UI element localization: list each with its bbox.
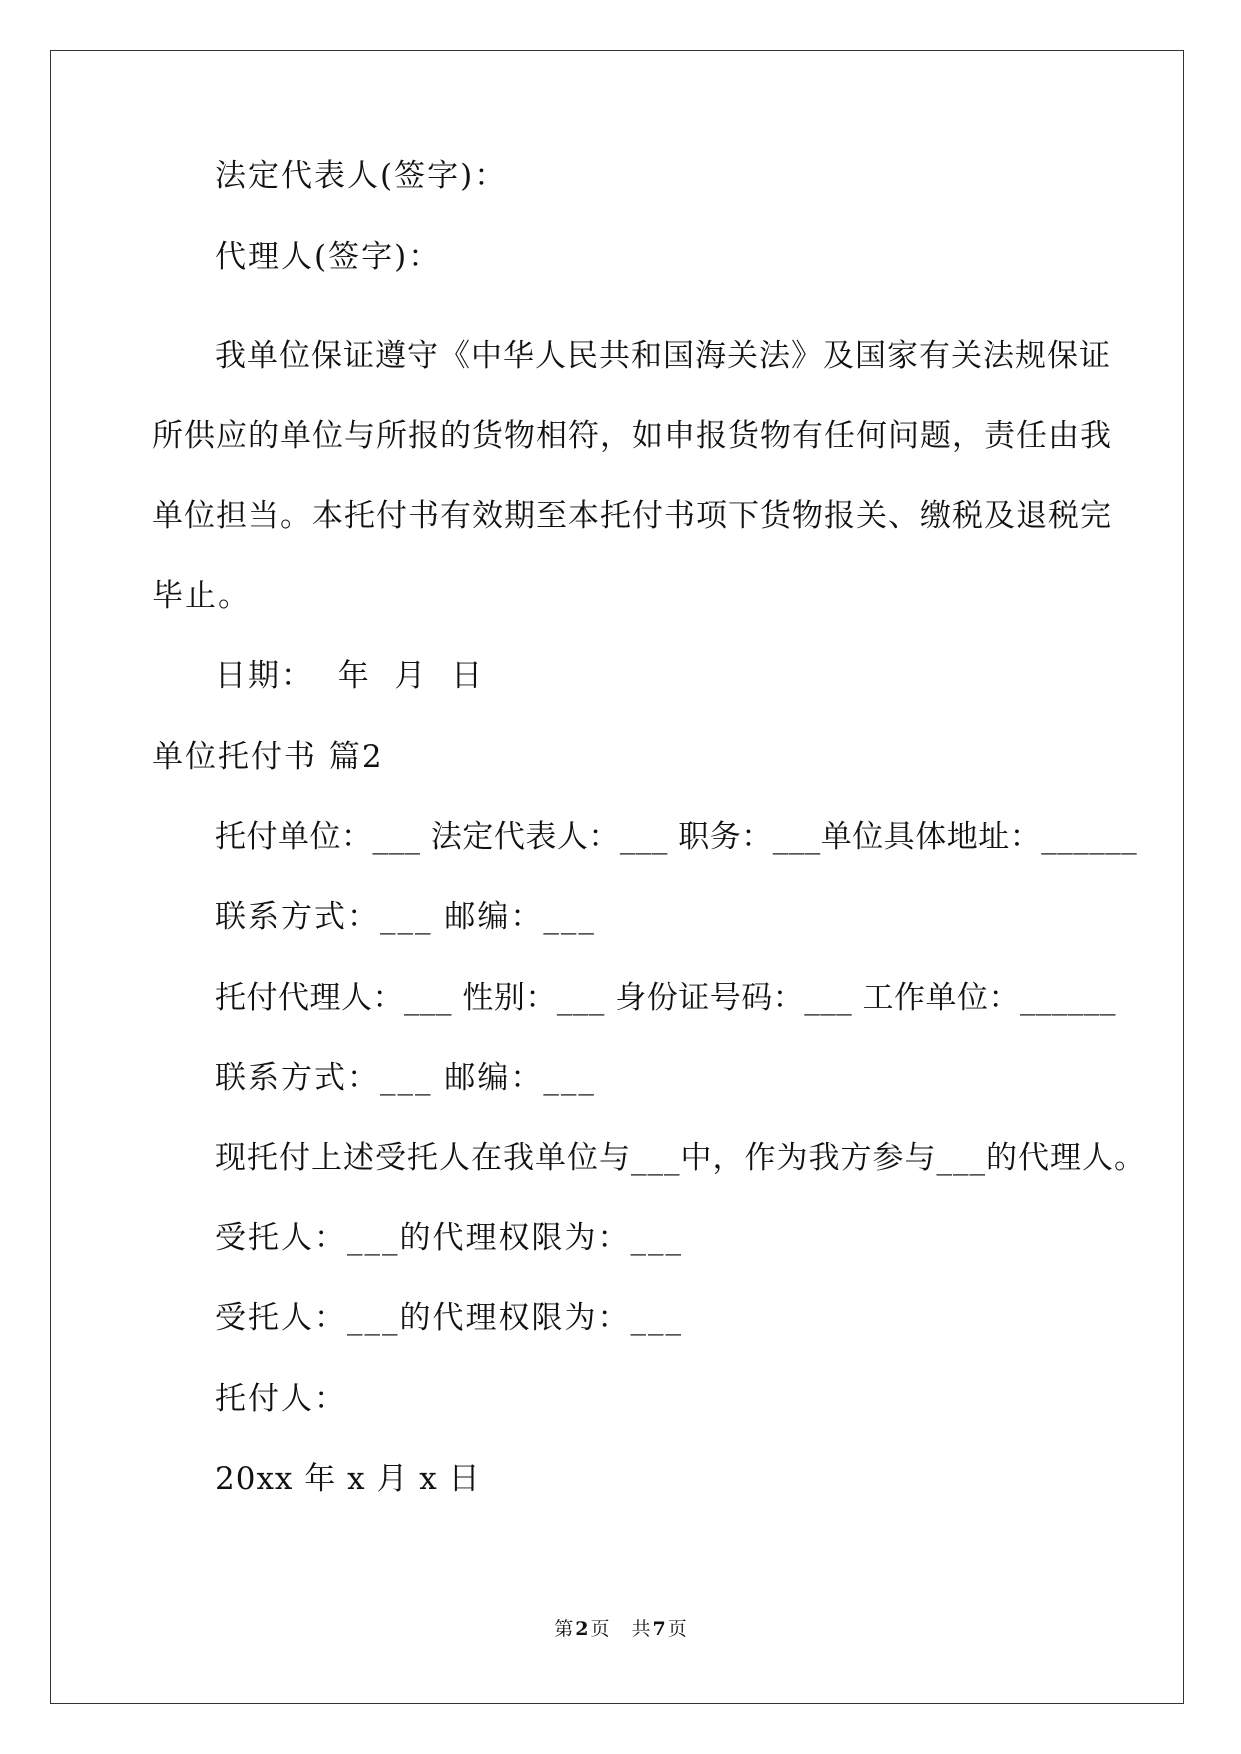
footer-page-suffix: 页 [590, 1618, 610, 1640]
page-border [50, 50, 1184, 1704]
footer-total-prefix: 共 [631, 1618, 651, 1640]
authority-line-2: 受托人：___的代理权限为：___ [215, 1300, 683, 1336]
footer-total-number: 7 [652, 1618, 666, 1640]
page-footer [0, 1617, 1241, 1641]
principal-info-line: 托付单位：___ 法定代表人：___ 职务：___单位具体地址：______ [215, 819, 1138, 855]
guarantee-paragraph-line-4: 毕止。 [152, 578, 251, 614]
principal-signature-line: 托付人： [215, 1381, 347, 1417]
agent-info-line: 托付代理人：___ 性别：___ 身份证号码：___ 工作单位：______ [215, 980, 1117, 1016]
signature-date-line: 20xx 年 x 月 x 日 [215, 1461, 481, 1497]
section-title: 单位托付书 篇2 [152, 739, 384, 775]
principal-contact-line: 联系方式：___ 邮编：___ [215, 899, 596, 935]
agent-contact-line: 联系方式：___ 邮编：___ [215, 1060, 596, 1096]
entrust-statement-line: 现托付上述受托人在我单位与___中，作为我方参与___的代理人。 [215, 1140, 1146, 1176]
footer-total-suffix: 页 [667, 1618, 687, 1640]
date-line: 日期： 年 月 日 [215, 658, 485, 694]
guarantee-paragraph-line-2: 所供应的单位与所报的货物相符，如申报货物有任何问题，责任由我 [152, 418, 1112, 454]
footer-page-number: 2 [575, 1618, 589, 1640]
footer-page-prefix: 第 [554, 1618, 574, 1640]
legal-rep-signature-line: 法定代表人(签字)： [215, 158, 508, 194]
authority-line-1: 受托人：___的代理权限为：___ [215, 1220, 683, 1256]
agent-signature-line: 代理人(签字)： [215, 239, 442, 275]
guarantee-paragraph-line-1: 我单位保证遵守《中华人民共和国海关法》及国家有关法规保证 [215, 338, 1111, 374]
guarantee-paragraph-line-3: 单位担当。本托付书有效期至本托付书项下货物报关、缴税及退税完 [152, 498, 1112, 534]
